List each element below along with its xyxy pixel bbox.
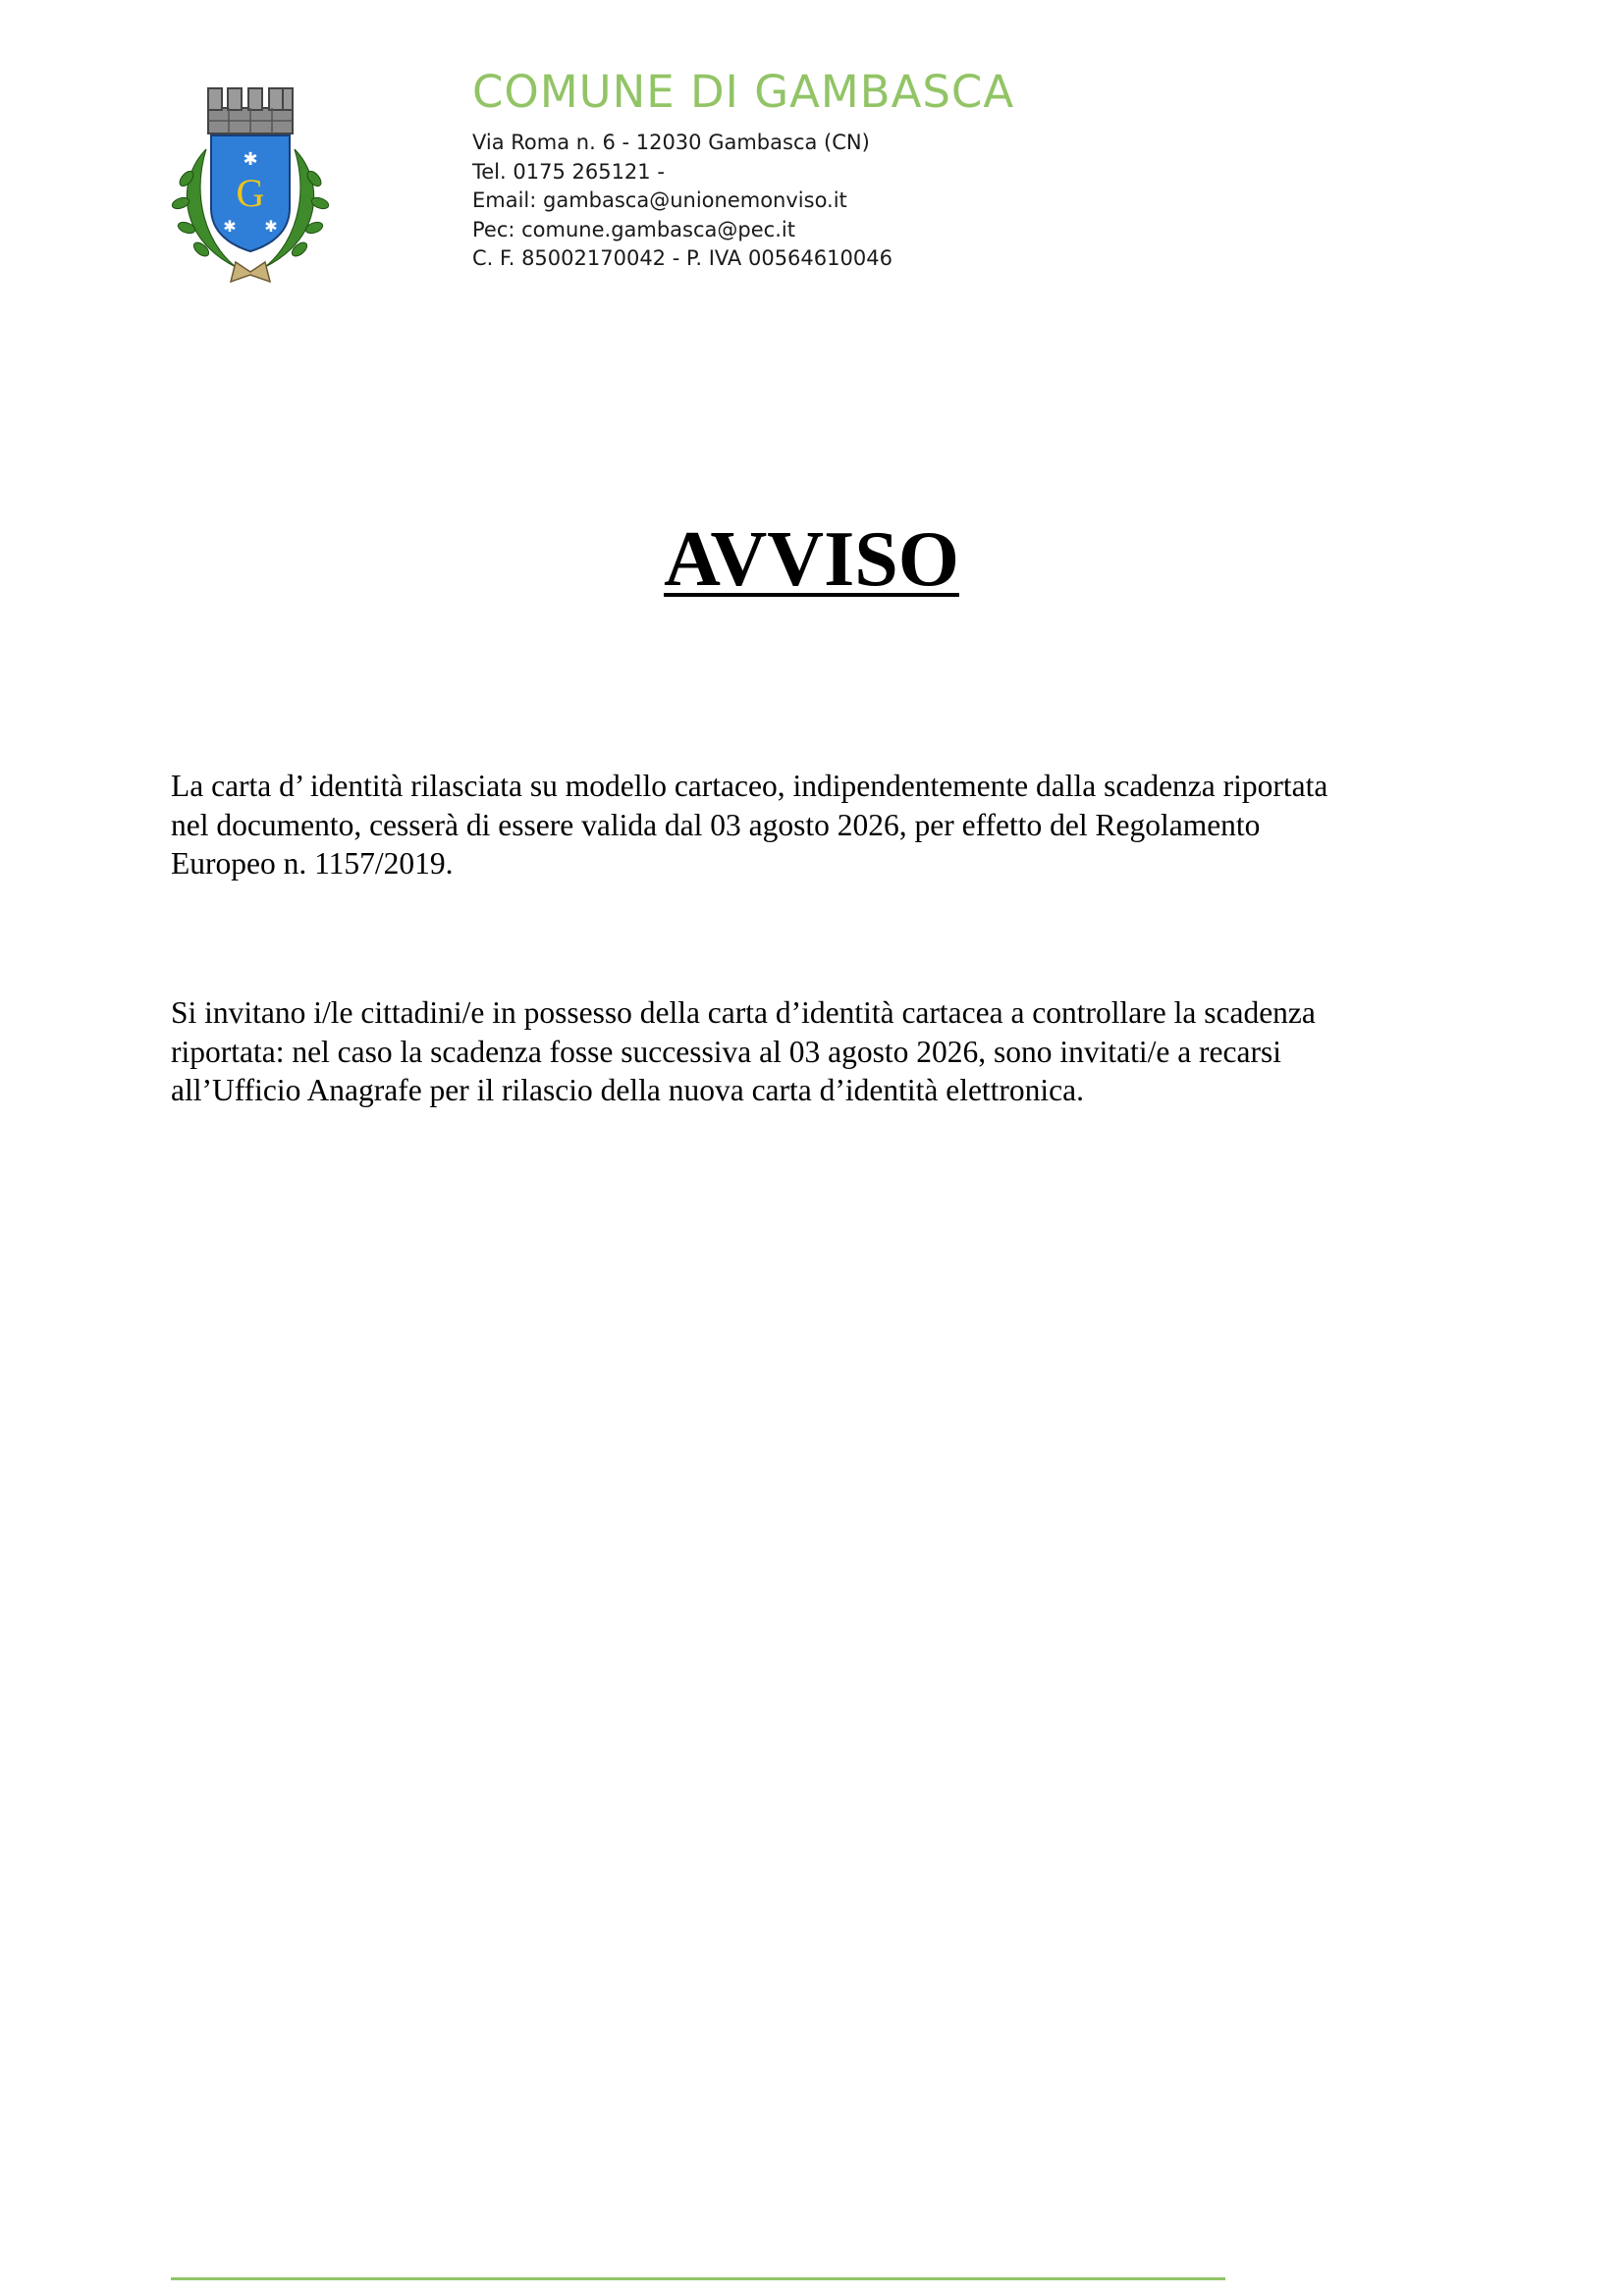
tax-code-line: C. F. 85002170042 - P. IVA 00564610046: [472, 246, 893, 270]
notice-title-text: AVVISO: [664, 516, 959, 603]
municipal-crest-logo: [167, 71, 334, 287]
crown-icon: [208, 88, 293, 133]
star-icon: ✱: [243, 149, 258, 170]
paragraph-line: riportata: nel caso la scadenza fosse successiva al 03 agosto 2026, sono invitati/e a recarsi: [171, 1034, 1281, 1069]
contact-block: [472, 129, 893, 274]
paragraph-validity: [171, 767, 1447, 883]
paragraph-line: Europeo n. 1157/2019.: [171, 846, 454, 881]
pec-line: Pec: comune.gambasca@pec.it: [472, 217, 795, 241]
email-line: Email: gambasca@unionemonviso.it: [472, 188, 847, 212]
notice-title: [0, 510, 1623, 609]
footer-divider: [171, 2277, 1225, 2280]
paragraph-line: all’Ufficio Anagrafe per il rilascio della nuova carta d’identità elettronica.: [171, 1073, 1085, 1107]
phone-line: Tel. 0175 265121 -: [472, 159, 665, 184]
star-icon: ✱: [264, 217, 278, 236]
address-line: Via Roma n. 6 - 12030 Gambasca (CN): [472, 131, 870, 154]
star-icon: ✱: [223, 217, 237, 236]
ribbon-icon: [231, 262, 270, 282]
paragraph-invitation: [171, 993, 1447, 1110]
paragraph-line: nel documento, cesserà di essere valida dal 03 agosto 2026, per effetto del Regolamento: [171, 807, 1261, 842]
shield-icon: [211, 135, 290, 251]
paragraph-line: Si invitano i/le cittadini/e in possesso della carta d’identità cartacea a controllare la scadenza: [171, 995, 1316, 1030]
paragraph-line: La carta d’ identità rilasciata su modello cartaceo, indipendentemente dalla scadenza riportata: [171, 769, 1328, 803]
crest-letter: G: [236, 171, 265, 215]
municipality-name: COMUNE DI GAMBASCA: [472, 66, 1015, 118]
